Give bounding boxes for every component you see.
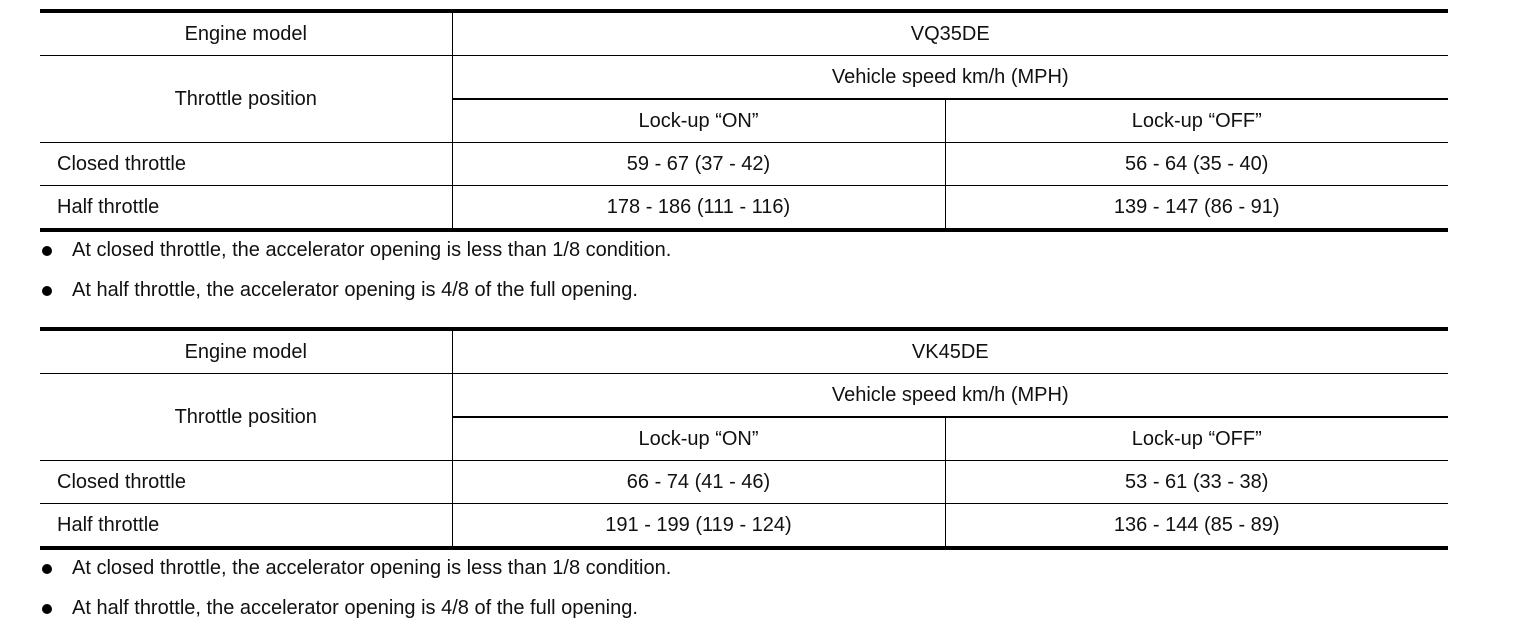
vehicle-speed-header-row: [40, 374, 1448, 418]
lockup-on-speed-cell: 178 - 186 (111 - 116): [452, 186, 945, 231]
engine-model-row: [40, 11, 1448, 56]
lockup-speed-table: [40, 9, 1448, 232]
lockup-off-speed-cell: 136 - 144 (85 - 89): [945, 504, 1448, 549]
throttle-position-cell: Half throttle: [40, 186, 452, 231]
engine-model-label: Engine model: [184, 23, 307, 45]
engine-model-value: VK45DE: [452, 329, 1448, 374]
throttle-position-label: Throttle position: [40, 56, 452, 143]
table-row: [40, 143, 1448, 186]
lockup-off-speed-cell: 53 - 61 (33 - 38): [945, 461, 1448, 504]
table-row: [40, 504, 1448, 549]
note-text: At closed throttle, the accelerator opening is less than 1/8 condition.: [72, 557, 672, 579]
notes-list: [40, 554, 1448, 634]
lockup-on-label: Lock-up “ON”: [452, 417, 945, 461]
list-item: [40, 236, 1448, 276]
vehicle-speed-label: Vehicle speed km/h (MPH): [452, 374, 1448, 418]
throttle-position-label: Throttle position: [40, 374, 452, 461]
spec-block-vq35de: [40, 9, 1448, 316]
engine-model-row: [40, 329, 1448, 374]
note-text: At closed throttle, the accelerator opening is less than 1/8 condition.: [72, 239, 672, 261]
lockup-on-speed-cell: 59 - 67 (37 - 42): [452, 143, 945, 186]
table-row: [40, 461, 1448, 504]
lockup-on-speed-cell: 191 - 199 (119 - 124): [452, 504, 945, 549]
list-item: [40, 554, 1448, 594]
throttle-position-cell: Half throttle: [40, 504, 452, 549]
list-item: [40, 276, 1448, 316]
table-row: [40, 186, 1448, 231]
throttle-position-cell: Closed throttle: [40, 461, 452, 504]
lockup-speed-table: [40, 327, 1448, 550]
lockup-on-speed-cell: 66 - 74 (41 - 46): [452, 461, 945, 504]
bullet-icon: [42, 246, 52, 256]
list-item: [40, 594, 1448, 634]
vehicle-speed-label: Vehicle speed km/h (MPH): [452, 56, 1448, 100]
lockup-off-label: Lock-up “OFF”: [945, 417, 1448, 461]
lockup-off-label: Lock-up “OFF”: [945, 99, 1448, 143]
bullet-icon: [42, 564, 52, 574]
bullet-icon: [42, 286, 52, 296]
engine-model-label: Engine model: [184, 341, 307, 363]
note-text: At half throttle, the accelerator opening is 4/8 of the full opening.: [72, 597, 638, 619]
lockup-off-speed-cell: 56 - 64 (35 - 40): [945, 143, 1448, 186]
throttle-position-cell: Closed throttle: [40, 143, 452, 186]
spec-block-vk45de: [40, 327, 1448, 634]
bullet-icon: [42, 604, 52, 614]
notes-list: [40, 236, 1448, 316]
engine-model-value: VQ35DE: [452, 11, 1448, 56]
vehicle-speed-header-row: [40, 56, 1448, 100]
lockup-on-label: Lock-up “ON”: [452, 99, 945, 143]
note-text: At half throttle, the accelerator opening is 4/8 of the full opening.: [72, 279, 638, 301]
lockup-off-speed-cell: 139 - 147 (86 - 91): [945, 186, 1448, 231]
